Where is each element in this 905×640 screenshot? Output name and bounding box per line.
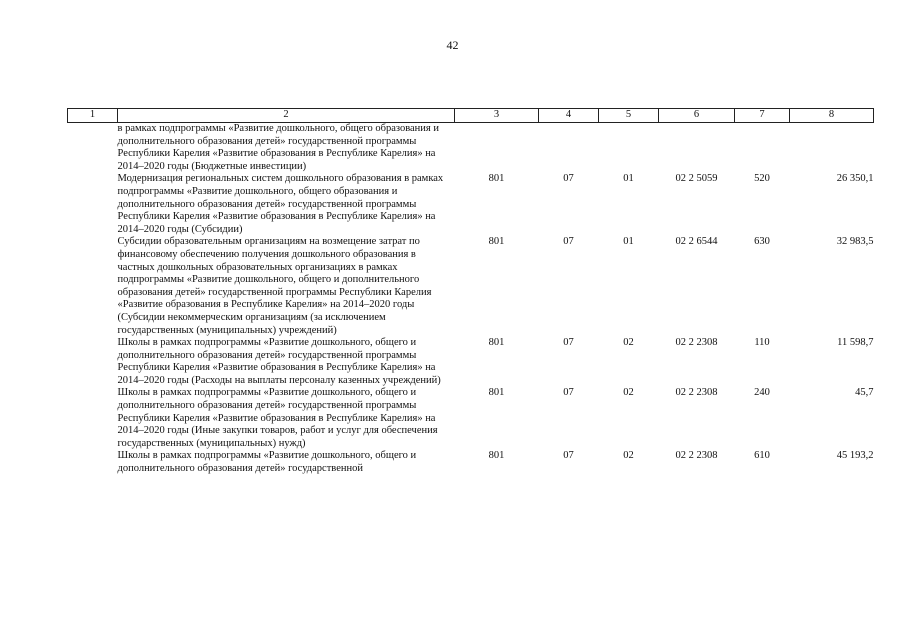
row-code: 801 [488,387,505,399]
column-header: 1 [68,109,118,123]
row-code: 801 [488,173,505,185]
row-subsection: 02 [623,337,634,349]
column-header: 5 [599,109,659,123]
table-row [68,236,874,337]
row-name: Школы в рамках подпрограммы «Развитие дошкольного, общего и дополнительного образования детей» государственной программы Республики Карелия «Развитие образования в Республике Карелия» на 2014–2020 годы (Иные закупки товаров, работ и услуг для обеспечения государственных (муниципальных) нужд) [117,387,438,449]
row-target: 02 2 2308 [675,450,718,462]
row-code: 801 [488,337,505,349]
budget-table [67,108,874,476]
row-amount [790,123,874,174]
row-code: 801 [488,236,505,248]
row-amount: 32 983,5 [836,236,874,248]
row-section: 07 [563,173,574,185]
column-header: 6 [659,109,735,123]
row-name: в рамках подпрограммы «Развитие дошкольного, общего образования и дополнительного образования детей» государственной программы Республики Карелия «Развитие образования в Республике Карелия» на 2014–2020 годы (Бюджетные инвестиции) [117,123,439,172]
row-subsection [599,123,659,174]
row-name: Модернизация региональных систем дошкольного образования в рамках подпрограммы «Развитие дошкольного, общего образования и дополнительного образования детей» государственной программы Республики Карелия «Развитие образования в Республике Карелия» на 2014–2020 годы (Субсидии) [117,173,444,235]
row-type: 630 [754,236,770,248]
row-section: 07 [563,337,574,349]
row-code: 801 [488,450,505,462]
row-amount: 11 598,7 [837,337,874,349]
row-type: 110 [754,337,770,349]
column-header: 4 [539,109,599,123]
row-target: 02 2 2308 [675,387,718,399]
row-target: 02 2 2308 [675,337,718,349]
row-subsection: 01 [623,236,634,248]
row-subsection: 02 [623,450,634,462]
row-amount: 26 350,1 [836,173,874,185]
row-name: Школы в рамках подпрограммы «Развитие дошкольного, общего и дополнительного образования детей» государственной [117,450,417,475]
header-row [68,109,874,123]
row-type: 240 [754,387,770,399]
table-row [68,450,874,475]
row-code [455,123,539,174]
row-subsection: 01 [623,173,634,185]
row-type [735,123,790,174]
row-target [659,123,735,174]
column-header: 8 [790,109,874,123]
row-section: 07 [563,236,574,248]
row-name: Школы в рамках подпрограммы «Развитие дошкольного, общего и дополнительного образования детей» государственной программы Республики Карелия «Развитие образования в Республике Карелия» на 2014–2020 годы (Расходы на выплаты персоналу казенных учреждений) [117,337,441,386]
row-type: 520 [754,173,770,185]
row-type: 610 [754,450,770,462]
row-section [539,123,599,174]
table-row [68,337,874,387]
column-header: 2 [118,109,455,123]
row-amount: 45,7 [855,387,874,399]
row-amount: 45 193,2 [836,450,874,462]
row-subsection: 02 [623,387,634,399]
column-header: 7 [735,109,790,123]
row-section: 07 [563,450,574,462]
table-row [68,173,874,236]
row-section: 07 [563,387,574,399]
row-name: Субсидии образовательным организациям на возмещение затрат по финансовому обеспечению получения дошкольного образования в частных дошкольных образовательных организациях в рамках подпрограммы «Развитие дошкольного, общего и дополнительного образования детей» государственной программы Республики Карелия «Развитие образования в Республике Карелия» на 2014–2020 годы (Субсидии некоммерческим организациям (за исключением государственных (муниципальных) учреждений) [117,236,432,336]
table-row [68,123,874,174]
table-row [68,387,874,450]
page-number: 42 [446,38,459,52]
column-header: 3 [455,109,539,123]
row-target: 02 2 5059 [675,173,718,185]
row-target: 02 2 6544 [675,236,718,248]
